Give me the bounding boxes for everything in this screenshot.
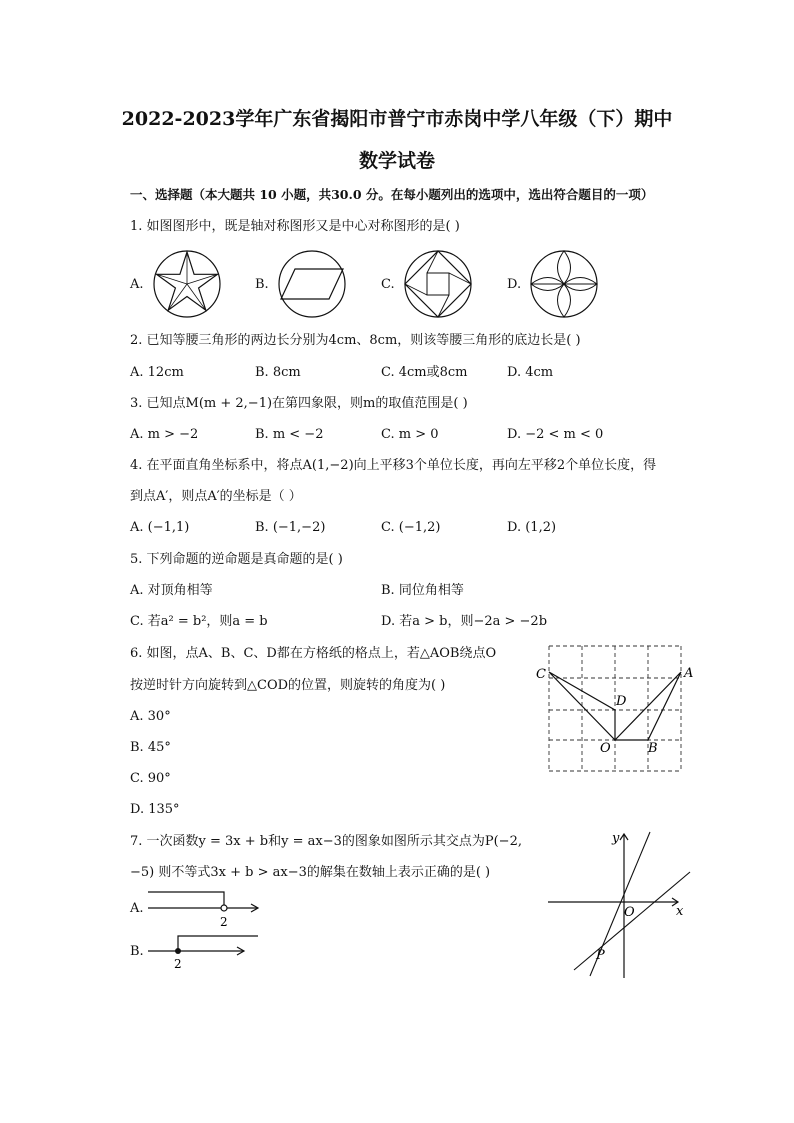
q3-option-d: D. −2 < m < 0: [507, 427, 604, 442]
q2-option-d: D. 4cm: [507, 365, 554, 380]
question-7-line-1: 7. 一次函数y = 3x + b和y = ax−3的图象如图所示其交点为P(−2,: [130, 834, 522, 849]
q4-option-b: B. (−1,−2): [255, 520, 326, 535]
q7-graph-label-x: x: [676, 904, 684, 919]
q7-option-a-label: A.: [130, 901, 144, 916]
q7-graph-label-o: O: [624, 905, 635, 920]
question-4-line-1: 4. 在平面直角坐标系中，将点A(1,−2)向上平移3个单位长度，再向左平移2个单位长度，得: [130, 458, 657, 473]
q5-option-b: B. 同位角相等: [381, 583, 464, 598]
q6-option-a: A. 30°: [130, 709, 171, 724]
question-6-line-1: 6. 如图，点A、B、C、D都在方格纸的格点上，若△AOB绕点O: [130, 646, 497, 661]
question-1: 1. 如图图形中，既是轴对称图形又是中心对称图形的是( ): [130, 219, 460, 234]
q6-label-d: D: [616, 694, 627, 709]
q6-label-a: A: [684, 666, 694, 681]
q7-graph-label-p: P: [596, 948, 605, 963]
section-heading: 一、选择题（本大题共 10 小题，共30.0 分。在每小题列出的选项中，选出符合题目的一项）: [130, 187, 654, 202]
q7-function-graph: [548, 826, 698, 982]
page-title: 2022-2023学年广东省揭阳市普宁市赤岗中学八年级（下）期中: [121, 108, 673, 130]
q3-option-a: A. m > −2: [130, 427, 199, 442]
q1-option-b-label: B.: [255, 277, 269, 292]
q7-option-a-number-line: [148, 886, 263, 930]
q1-figure-petals-in-circle: [529, 249, 599, 319]
question-3: 3. 已知点M(m + 2,−1)在第四象限，则m的取值范围是( ): [130, 396, 468, 411]
question-2: 2. 已知等腰三角形的两边长分别为4cm、8cm，则该等腰三角形的底边长是( ): [130, 333, 581, 348]
q3-option-b: B. m < −2: [255, 427, 324, 442]
q1-figure-pinwheel-in-circle: [403, 249, 473, 319]
question-5: 5. 下列命题的逆命题是真命题的是( ): [130, 552, 343, 567]
q5-option-d: D. 若a > b，则−2a > −2b: [381, 614, 548, 629]
q6-grid-figure: [530, 640, 700, 776]
q2-option-c: C. 4cm或8cm: [381, 365, 468, 380]
q7-b-tick-label: 2: [174, 957, 182, 971]
q6-label-o: O: [600, 741, 611, 756]
question-7-line-2: −5) 则不等式3x + b > ax−3的解集在数轴上表示正确的是( ): [130, 865, 491, 880]
q2-option-a: A. 12cm: [130, 365, 184, 380]
q1-option-d-label: D.: [507, 277, 522, 292]
q6-option-b: B. 45°: [130, 740, 171, 755]
q7-graph-label-y: y: [612, 831, 620, 846]
q4-option-a: A. (−1,1): [130, 520, 190, 535]
page-subtitle: 数学试卷: [358, 150, 435, 172]
q3-option-c: C. m > 0: [381, 427, 439, 442]
q6-option-d: D. 135°: [130, 802, 180, 817]
q1-figure-star-in-circle: [152, 249, 222, 319]
q5-option-c: C. 若a² = b²，则a = b: [130, 614, 268, 629]
question-4-line-2: 到点A′，则点A′的坐标是（ ）: [130, 489, 302, 504]
q6-option-c: C. 90°: [130, 771, 171, 786]
q6-label-c: C: [536, 667, 546, 682]
q1-option-a-label: A.: [130, 277, 144, 292]
q6-label-b: B: [648, 741, 658, 756]
q4-option-c: C. (−1,2): [381, 520, 441, 535]
q2-option-b: B. 8cm: [255, 365, 301, 380]
q7-option-b-label: B.: [130, 944, 144, 959]
q7-a-tick-label: 2: [220, 915, 228, 929]
q1-option-c-label: C.: [381, 277, 395, 292]
q1-figure-parallelogram-in-circle: [277, 249, 347, 319]
q7-option-b-number-line: [148, 930, 263, 974]
q4-option-d: D. (1,2): [507, 520, 557, 535]
q5-option-a: A. 对顶角相等: [130, 583, 213, 598]
question-6-line-2: 按逆时针方向旋转到△COD的位置，则旋转的角度为( ): [130, 678, 446, 693]
